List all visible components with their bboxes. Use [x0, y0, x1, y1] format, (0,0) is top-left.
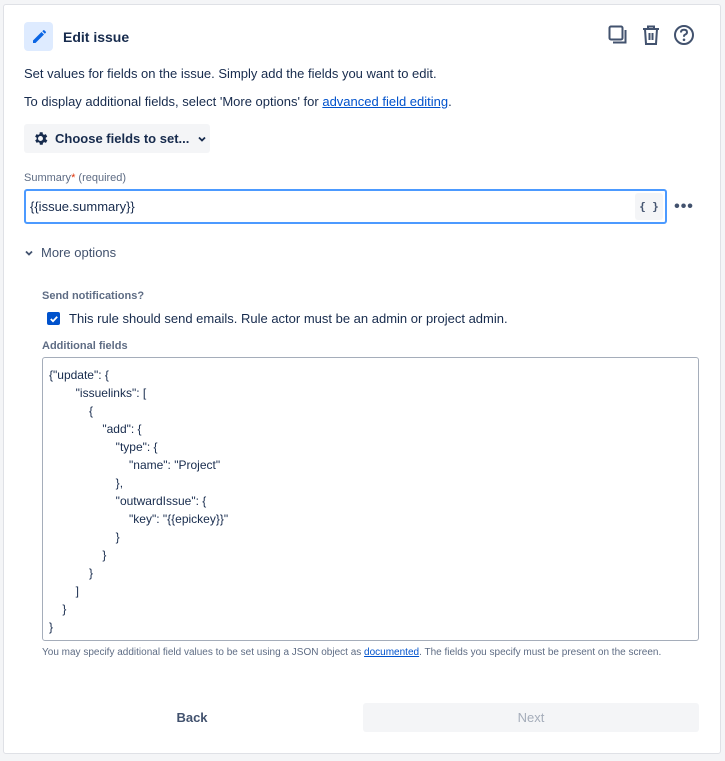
trash-icon[interactable]	[639, 23, 663, 47]
advanced-field-editing-link[interactable]: advanced field editing	[322, 94, 449, 109]
choose-fields-label: Choose fields to set...	[55, 131, 190, 146]
help-icon[interactable]	[672, 23, 696, 47]
summary-label-text: Summary	[24, 172, 72, 184]
more-options-toggle[interactable]	[24, 245, 116, 260]
choose-fields-button[interactable]	[24, 124, 210, 153]
send-emails-option	[47, 311, 508, 326]
required-mark: *	[71, 172, 76, 184]
gear-icon	[32, 130, 49, 147]
back-button[interactable]: Back	[176, 710, 208, 725]
required-text: (required)	[75, 172, 127, 184]
description-line-1: Set values for fields on the issue. Simply add the fields you want to edit.	[24, 66, 437, 81]
description-text: To display additional fields, select 'More options' for	[24, 94, 323, 109]
documented-link[interactable]: documented	[364, 647, 420, 658]
additional-fields-textarea[interactable]: {"update": { "issuelinks": [ { "add": { "type": { "name": "Project" }, "outwardIssue": { "key": "{{epickey}}" } } } ] } }	[42, 357, 699, 641]
helper-text-prefix: You may specify additional field values to be set using a JSON object as	[42, 647, 365, 658]
pencil-icon	[24, 22, 53, 51]
additional-fields-label: Additional fields	[42, 340, 128, 352]
smart-value-button[interactable]: { }	[635, 193, 663, 220]
helper-text	[42, 646, 682, 660]
more-options-label: More options	[41, 245, 117, 260]
chevron-down-icon	[197, 134, 207, 144]
chevron-down-icon	[24, 248, 34, 258]
header-actions	[606, 23, 696, 47]
helper-text-suffix: . The fields you specify must be present on the screen.	[419, 647, 662, 658]
edit-issue-panel	[3, 4, 721, 754]
page-title: Edit issue	[63, 28, 130, 45]
summary-field	[24, 189, 667, 224]
send-notifications-label: Send notifications?	[42, 290, 145, 302]
panel-header	[24, 22, 129, 51]
description-line-2	[24, 94, 452, 109]
send-emails-label: This rule should send emails. Rule actor must be an admin or project admin.	[69, 311, 508, 326]
send-emails-checkbox[interactable]	[47, 312, 60, 325]
checkmark-icon	[49, 314, 59, 324]
summary-input[interactable]	[26, 191, 635, 222]
description-suffix: .	[448, 94, 452, 109]
next-button[interactable]: Next	[363, 703, 699, 732]
summary-label	[24, 172, 126, 184]
more-actions-icon[interactable]: •••	[674, 198, 694, 215]
duplicate-icon[interactable]	[606, 23, 630, 47]
